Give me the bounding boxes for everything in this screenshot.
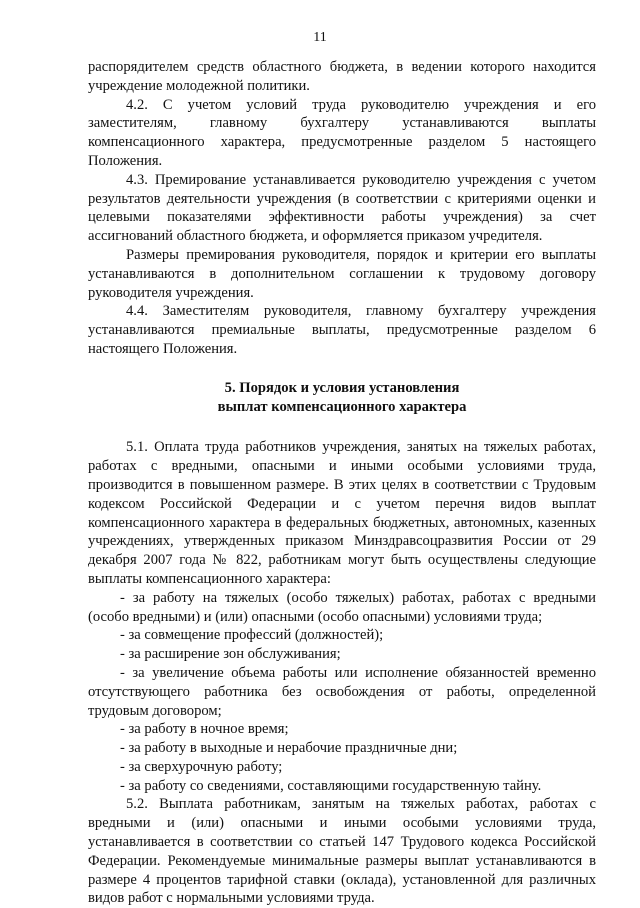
section-5-heading xyxy=(88,379,596,417)
section-5-heading-line-2: выплат компенсационного характера xyxy=(217,398,467,415)
section-5-heading-line-1: 5. Порядок и условия установления xyxy=(224,379,460,396)
paragraph-4-3-bonus-sizes: Размеры премирования руководителя, порядок и критерии его выплаты устанавливаются в дополнительном соглашении к трудовому договору руководителя учреждения. xyxy=(88,246,596,301)
paragraph-4-2: 4.2. С учетом условий труда руководителю учреждения и его заместителям, главному бухгалтеру устанавливаются выплаты компенсационного характера, предусмотренные разделом 5 настоящего Положения. xyxy=(88,96,596,169)
list-item: - за работу в ночное время; xyxy=(120,721,289,738)
paragraph-4-4: 4.4. Заместителям руководителя, главному бухгалтеру учреждения устанавливаются премиальные выплаты, предусмотренные разделом 6 настоящего Положения. xyxy=(88,303,596,357)
list-item: - за работу на тяжелых (особо тяжелых) работах, работах с вредными (особо вредными) и (или) опасными (особо опасными) условиями труда; xyxy=(88,589,596,625)
list-item: - за работу в выходные и нерабочие праздничные дни; xyxy=(120,740,458,757)
list-item: - за сверхурочную работу; xyxy=(120,758,283,775)
paragraph-continuation: распорядителем средств областного бюджета, в ведении которого находится учреждение молодежной политики. xyxy=(88,59,596,94)
page-number: 11 xyxy=(313,30,327,45)
list-item: - за расширение зон обслуживания; xyxy=(120,646,341,663)
document-body xyxy=(88,58,596,908)
paragraph-4-3: 4.3. Премирование устанавливается руководителю учреждения с учетом результатов деятельности учреждения (в соответствии с критериями оценки и целевыми показателями эффективности работы учреждения) за счет ассигнований областного бюджета, и оформляется приказом учредителя. xyxy=(88,171,596,245)
paragraph-5-1: 5.1. Оплата труда работников учреждения, занятых на тяжелых работах, работах с вредными, опасными и иными особыми условиями труда, производится в повышенном размере. В этих целях в соответствии с Трудовым кодексом Российской Федерации и с учетом перечня видов выплат компенсационного характера в федеральных бюджетных, автономных, казенных учреждениях, утвержденных приказом Минздравсоцразвития России от 29 декабря 2007 года № 822, работникам могут быть осуществлены следующие выплаты компенсационного характера: xyxy=(88,439,596,587)
list-item: - за работу со сведениями, составляющими государственную тайну. xyxy=(120,777,542,794)
list-item: - за увеличение объема работы или исполнение обязанностей временно отсутствующего работника без освобождения от работы, определенной трудовым договором; xyxy=(88,664,596,719)
paragraph-5-2: 5.2. Выплата работникам, занятым на тяжелых работах, работах с вредными и (или) опасными и иными особыми условиями труда, устанавливается в соответствии со статьей 147 Трудового кодекса Российской Федерации. Рекомендуемые минимальные размеры выплат устанавливаются в размере 4 процентов тарифной ставки (оклада), установленной для различных видов работ с нормальными условиями труда. xyxy=(88,796,596,907)
list-item: - за совмещение профессий (должностей); xyxy=(120,627,384,644)
